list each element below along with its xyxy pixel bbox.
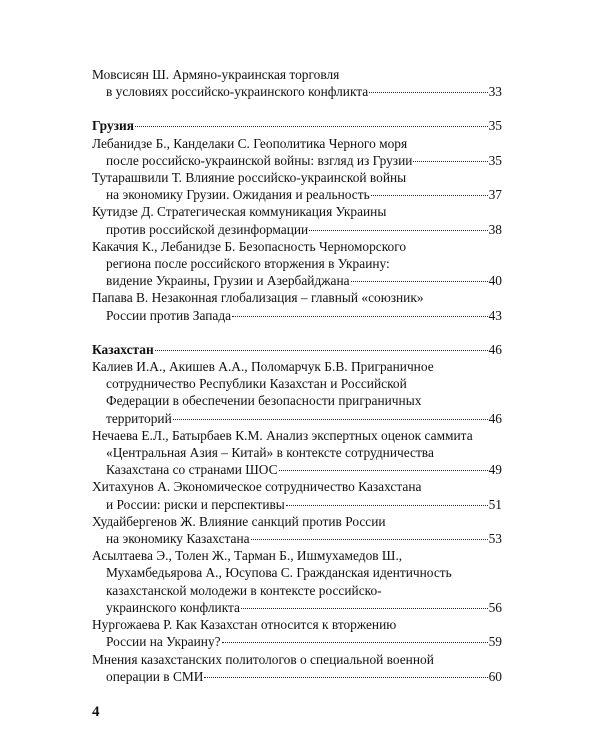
entry-line-text: Тутарашвили Т. Влияние российско-украинской войны: [92, 170, 407, 186]
dot-leader: [286, 505, 488, 506]
dot-leader: [251, 539, 488, 540]
dot-leader: [279, 470, 488, 471]
entry-line-text: против российской дезинформации: [106, 221, 309, 237]
dot-leader: [135, 126, 488, 127]
entry-line-text: Казахстан: [92, 341, 154, 357]
dot-leader: [413, 161, 487, 162]
entry-line-text: и России: риски и перспективы: [106, 496, 285, 512]
entry-page-number: 59: [488, 634, 502, 650]
entry-line-text: России на Украину?: [106, 634, 221, 650]
dot-leader: [371, 195, 488, 196]
entry-page-number: 33: [488, 84, 502, 100]
entry-line-text: России против Запада: [106, 307, 232, 323]
entry-line-text: Худайбергенов Ж. Влияние санкций против России: [92, 513, 386, 529]
entry-line-text: Нечаева Е.Л., Батырбаев К.М. Анализ экспертных оценок саммита: [92, 427, 473, 443]
entry-page-number: 53: [488, 531, 502, 547]
entry-line-text: Мухамбедьярова А., Юсупова С. Гражданская идентичность: [106, 565, 452, 581]
toc-entry[interactable]: [92, 289, 502, 323]
toc-group: [92, 341, 502, 685]
entry-page-number: 46: [488, 410, 502, 426]
entry-page-number: 35: [488, 118, 502, 134]
dot-leader: [351, 281, 488, 282]
entry-line-text: территорий: [106, 410, 172, 426]
entry-line-text: Нургожаева Р. Как Казахстан относится к вторжению: [92, 617, 397, 633]
entry-line-text: украинского конфликта: [106, 599, 241, 615]
entry-page-number: 38: [488, 221, 502, 237]
section-heading[interactable]: [92, 341, 502, 358]
toc-group: [92, 66, 502, 100]
toc-entry[interactable]: [92, 358, 502, 427]
dot-leader: [222, 642, 488, 643]
toc-entry[interactable]: [92, 478, 502, 512]
entry-page-number: 56: [488, 599, 502, 615]
toc-entry[interactable]: [92, 427, 502, 479]
entry-page-number: 40: [488, 273, 502, 289]
entry-line-text: Папава В. Незаконная глобализация – главный «союзник»: [92, 290, 424, 306]
toc-entry[interactable]: [92, 616, 502, 650]
entry-line-text: Грузия: [92, 118, 134, 134]
entry-line-text: сотрудничество Республики Казахстан и Российской: [106, 376, 407, 392]
entry-line-text: Какачия К., Лебанидзе Б. Безопасность Черноморского: [92, 238, 407, 254]
entry-line-text: на экономику Казахстана: [106, 531, 250, 547]
entry-line-text: на экономику Грузии. Ожидания и реальность: [106, 187, 370, 203]
entry-page-number: 51: [488, 496, 502, 512]
toc-entry[interactable]: [92, 135, 502, 169]
dot-leader: [173, 419, 488, 420]
entry-page-number: 46: [488, 341, 502, 357]
entry-page-number: 43: [488, 307, 502, 323]
entry-line-text: Калиев И.А., Акишев А.А., Поломарчук Б.В. Приграничное: [92, 359, 434, 375]
entry-line-text: после российско-украинской войны: взгляд из Грузии: [106, 152, 413, 168]
entry-page-number: 49: [488, 462, 502, 478]
entry-line-text: Мнения казахстанских политологов о специальной военной: [92, 651, 434, 667]
dot-leader: [241, 608, 488, 609]
entry-line-text: Кутидзе Д. Стратегическая коммуникация Украины: [92, 204, 387, 220]
entry-line-text: операции в СМИ: [106, 668, 204, 684]
entry-line-text: Асылтаева Э., Толен Ж., Тарман Б., Ишмухамедов Ш.,: [92, 548, 403, 564]
toc-entry[interactable]: [92, 651, 502, 685]
toc-entry[interactable]: [92, 547, 502, 616]
entry-line-text: видение Украины, Грузии и Азербайджана: [106, 273, 350, 289]
dot-leader: [369, 92, 487, 93]
table-of-contents: [92, 66, 502, 685]
dot-leader: [155, 350, 488, 351]
toc-entry[interactable]: [92, 513, 502, 547]
toc-entry[interactable]: [92, 66, 502, 100]
entry-page-number: 60: [488, 668, 502, 684]
entry-line-text: Казахстана со странами ШОС: [106, 462, 278, 478]
toc-group: [92, 117, 502, 323]
entry-line-text: Лебанидзе Б., Канделаки С. Геополитика Черного моря: [92, 135, 408, 151]
toc-entry[interactable]: [92, 169, 502, 203]
page-number: 4: [92, 704, 100, 720]
toc-entry[interactable]: [92, 238, 502, 290]
section-heading[interactable]: [92, 117, 502, 134]
entry-line-text: Федерации в обеспечении безопасности приграничных: [106, 393, 422, 409]
entry-line-text: региона после российского вторжения в Украину:: [106, 256, 390, 272]
toc-entry[interactable]: [92, 203, 502, 237]
entry-page-number: 37: [488, 187, 502, 203]
entry-line-text: в условиях российско-украинского конфликта: [106, 84, 369, 100]
dot-leader: [232, 316, 487, 317]
entry-line-text: Мовсисян Ш. Армяно-украинская торговля: [92, 67, 340, 82]
entry-line-text: Хитахунов А. Экономическое сотрудничество Казахстана: [92, 479, 422, 495]
entry-page-number: 35: [488, 152, 502, 168]
entry-line-text: казахстанской молодежи в контексте российско-: [106, 582, 382, 598]
entry-line-text: «Центральная Азия – Китай» в контексте сотрудничества: [106, 445, 434, 461]
dot-leader: [309, 230, 487, 231]
dot-leader: [204, 677, 487, 678]
